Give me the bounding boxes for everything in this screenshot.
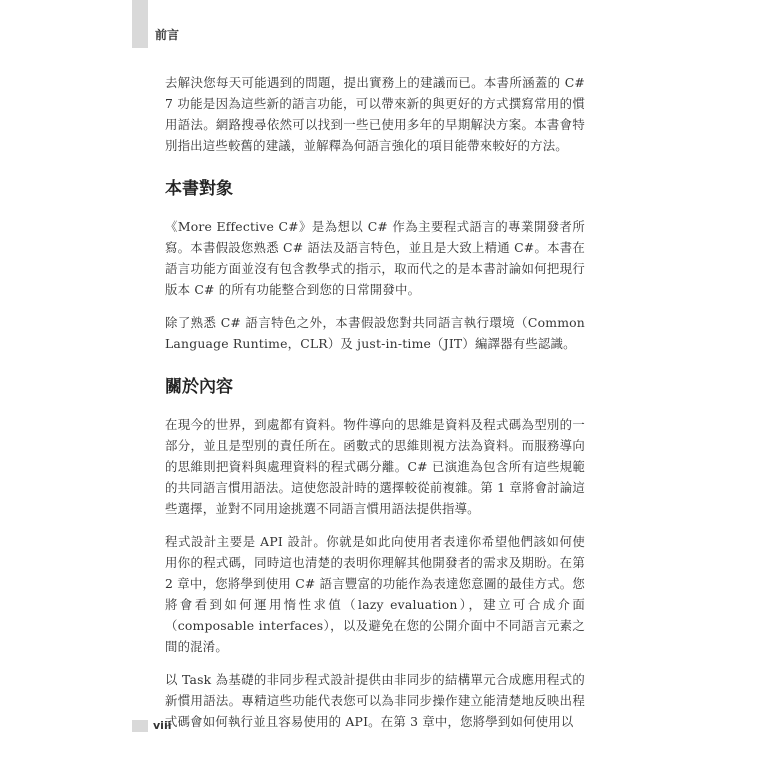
section-heading-contents: 關於內容 — [165, 377, 233, 397]
page-number-marker — [132, 720, 148, 732]
section-heading-audience: 本書對象 — [165, 179, 233, 199]
header-tab-marker — [132, 0, 148, 48]
contents-paragraph-2: 程式設計主要是 API 設計。你就是如此向使用者表達你希望他們該如何使用你的程式碼，同時這也清楚的表明你理解其他開發者的需求及期盼。在第 2 章中，您將學到使用 C# 語言豐富的功能作為表達您意圖的最佳方式。您將會看到如何運用惰性求值（lazy evaluation），建立可合成介面（composable interfaces），以及避免在您的公開介面中不同語言元素之間的混淆。 — [165, 534, 585, 654]
running-head: 前言 — [155, 28, 180, 42]
contents-paragraph-1: 在現今的世界，到處都有資料。物件導向的思維是資料及程式碼為型別的一部分，並且是型別的責任所在。函數式的思維則視方法為資料。而服務導向的思維則把資料與處理資料的程式碼分離。C# 已演進為包含所有這些規範的共同語言慣用語法。這使您設計時的選擇較從前複雜。第 1 章將會討論這些選擇，並對不同用途挑選不同語言慣用語法提供指導。 — [165, 417, 585, 516]
contents-paragraph-3: 以 Task 為基礎的非同步程式設計提供由非同步的結構單元合成應用程式的新慣用語法。專精這些功能代表您可以為非同步操作建立能清楚地反映出程式碼會如何執行並且容易使用的 API。在第 3 章中，您將學到如何使用以 — [165, 672, 585, 729]
audience-paragraph-2: 除了熟悉 C# 語言特色之外，本書假設您對共同語言執行環境（Common Language Runtime，CLR）及 just-in-time（JIT）編譯器有些認識。 — [165, 315, 585, 351]
intro-paragraph: 去解決您每天可能遇到的問題，提出實務上的建議而已。本書所涵蓋的 C# 7 功能是因為這些新的語言功能，可以帶來新的與更好的方式撰寫常用的慣用語法。網路搜尋依然可以找到一些已使用多年的早期解決方案。本書會特別指出這些較舊的建議，並解釋為何語言強化的項目能帶來較好的方法。 — [165, 75, 585, 153]
audience-paragraph-1: 《More Effective C#》是為想以 C# 作為主要程式語言的專業開發者所寫。本書假設您熟悉 C# 語法及語言特色，並且是大致上精通 C#。本書在語言功能方面並沒有包含教學式的指示，取而代之的是本書討論如何把現行版本 C# 的所有功能整合到您的日常開發中。 — [165, 219, 585, 297]
page-number: viii — [153, 719, 172, 732]
page-content — [165, 72, 585, 744]
